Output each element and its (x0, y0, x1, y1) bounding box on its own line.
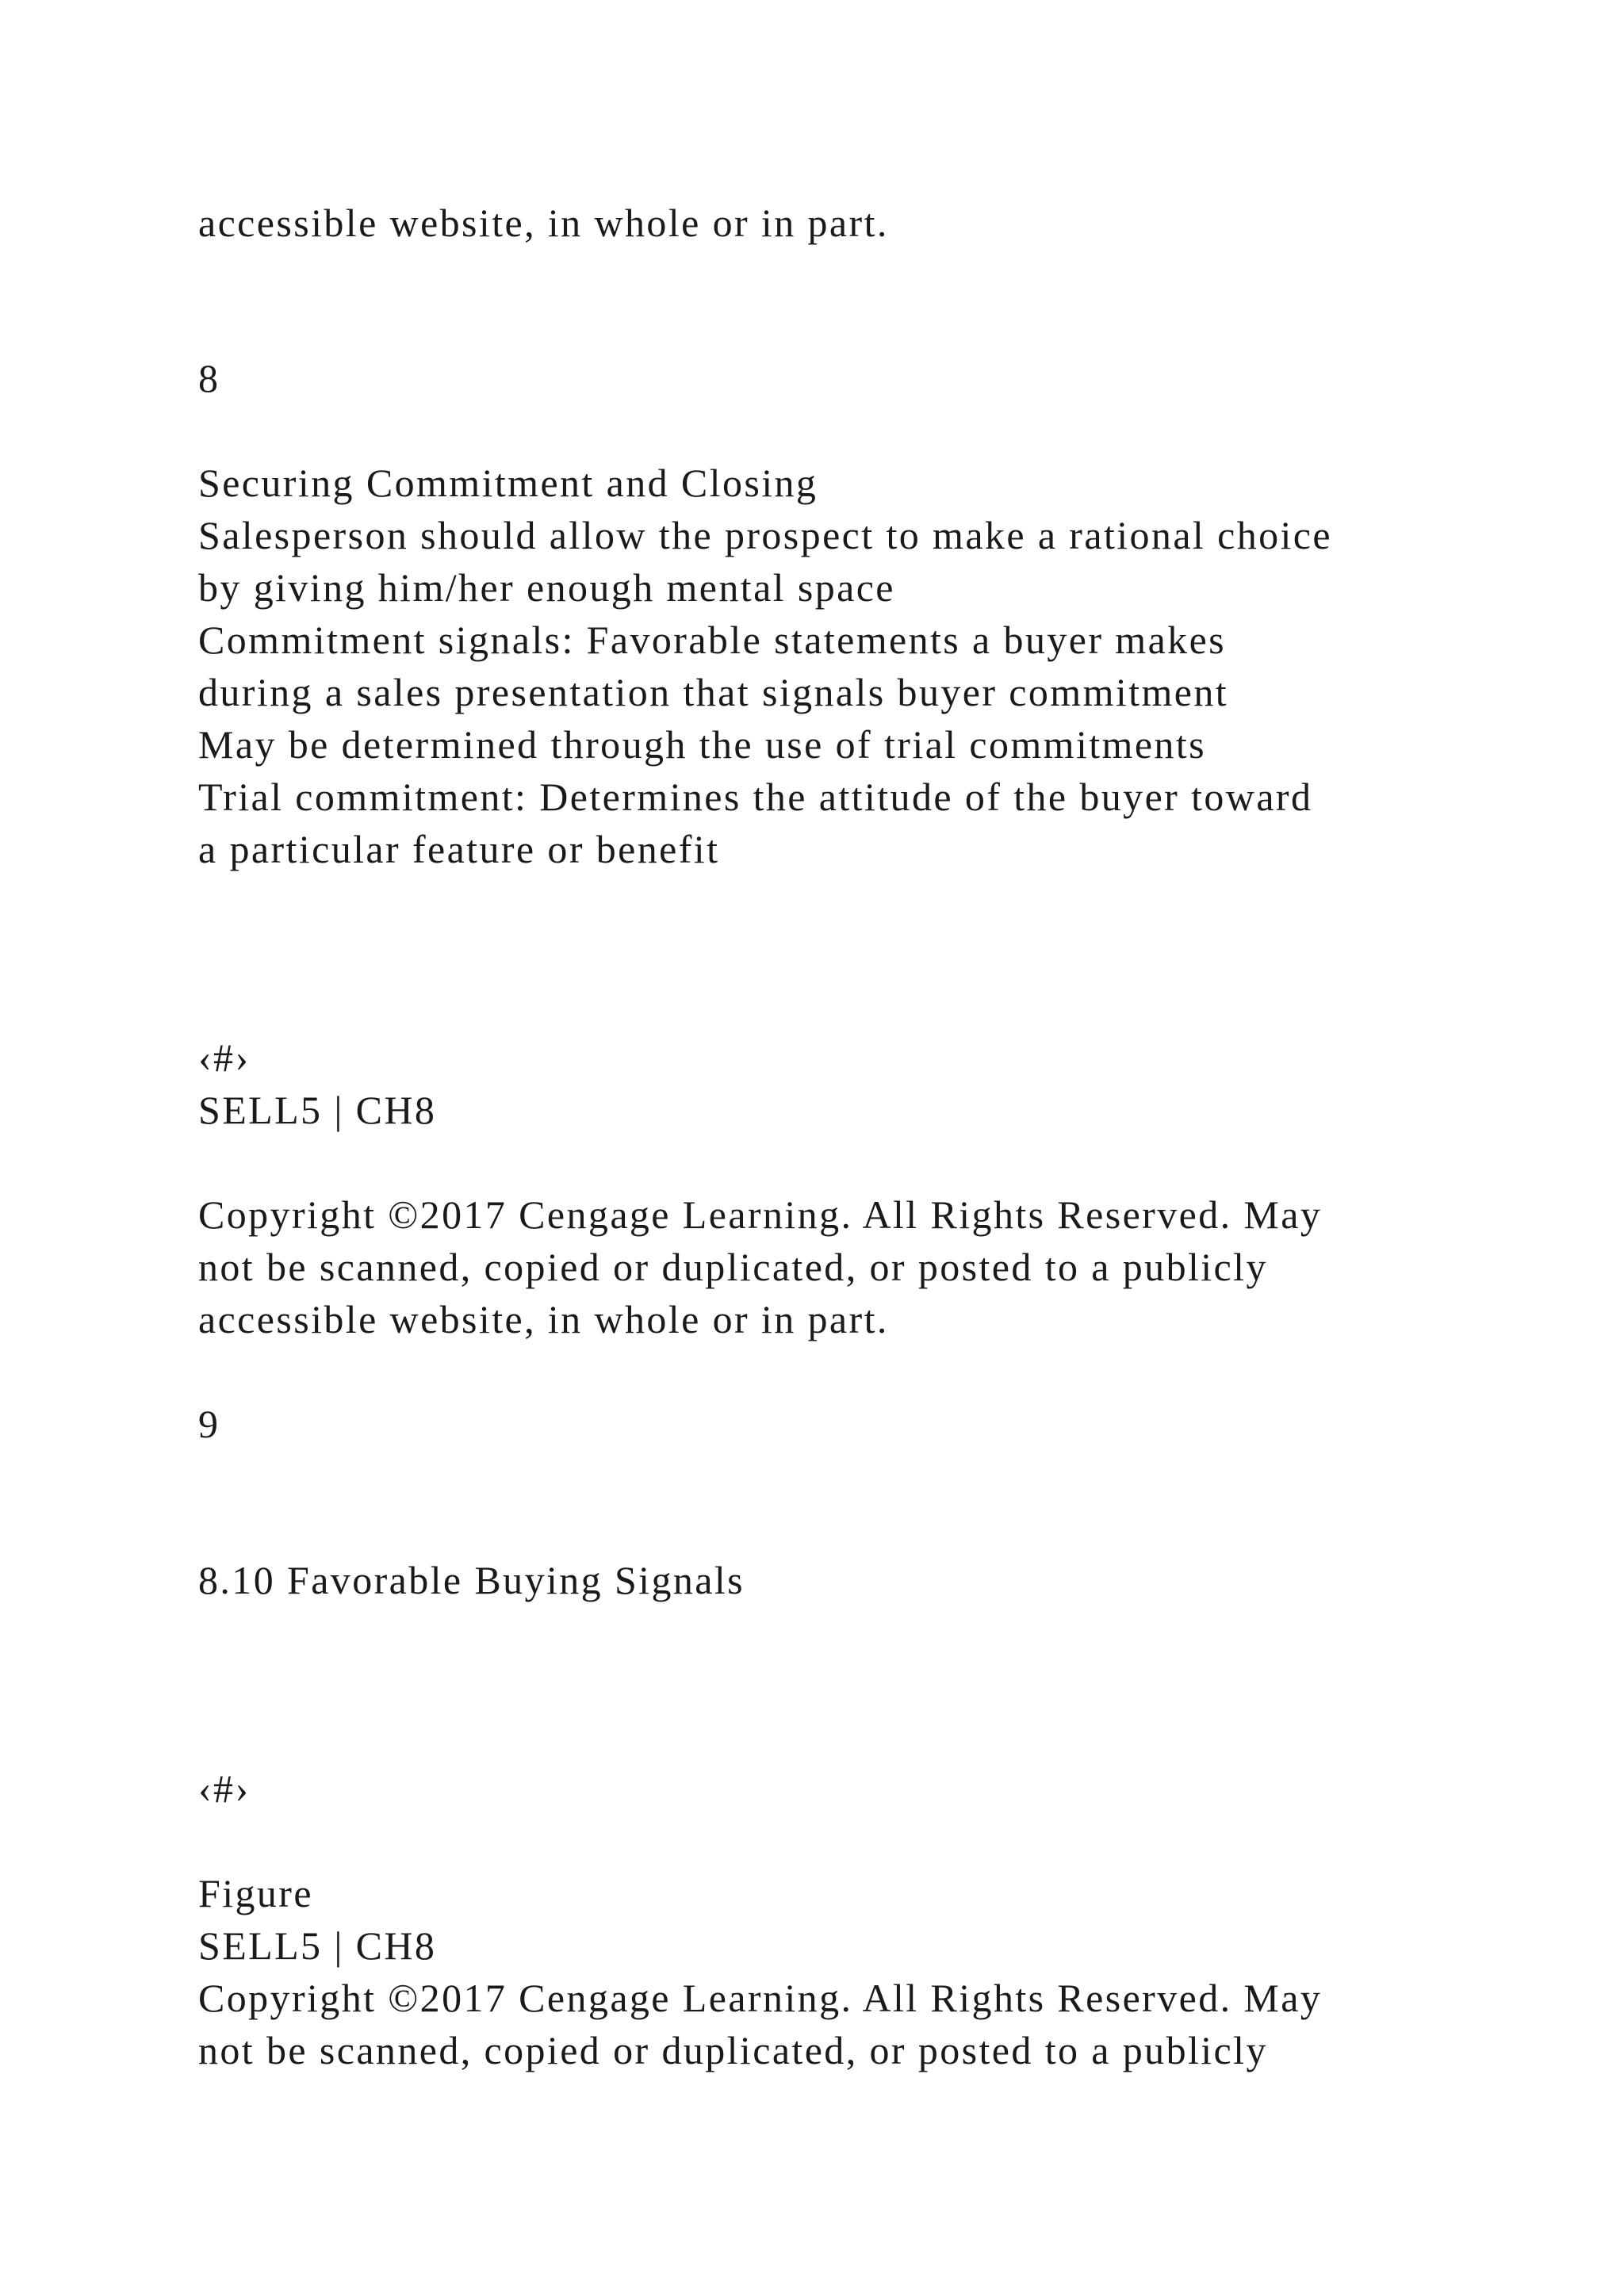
body-line: Salesperson should allow the prospect to make a rational choice (198, 513, 1332, 557)
slide-title: Securing Commitment and Closing (198, 461, 818, 505)
copyright-line: Copyright ©2017 Cengage Learning. All Rights Reserved. May (198, 1192, 1323, 1237)
slide-number-placeholder: ‹#› (198, 1035, 251, 1080)
body-line: Commitment signals: Favorable statements a buyer makes (198, 618, 1227, 662)
copyright-line: accessible website, in whole or in part. (198, 1297, 889, 1341)
course-label: SELL5 | CH8 (198, 1088, 437, 1132)
slide-number-placeholder: ‹#› (198, 1766, 251, 1811)
slide-number: 8 (198, 356, 220, 400)
body-line: Trial commitment: Determines the attitude of the buyer toward (198, 775, 1313, 819)
slide-title: 8.10 Favorable Buying Signals (198, 1558, 745, 1602)
figure-label: Figure (198, 1871, 313, 1915)
body-line: by giving him/her enough mental space (198, 565, 895, 610)
body-line: during a sales presentation that signals buyer commitment (198, 670, 1229, 714)
copyright-line: Copyright ©2017 Cengage Learning. All Rights Reserved. May (198, 1976, 1323, 2020)
copyright-line: not be scanned, copied or duplicated, or posted to a publicly (198, 1245, 1268, 1289)
copyright-line: not be scanned, copied or duplicated, or posted to a publicly (198, 2028, 1268, 2072)
body-line: a particular feature or benefit (198, 827, 720, 871)
body-line: May be determined through the use of trial commitments (198, 722, 1206, 767)
course-label: SELL5 | CH8 (198, 1923, 437, 1968)
copyright-fragment: accessible website, in whole or in part. (198, 201, 889, 245)
slide-number: 9 (198, 1402, 220, 1446)
